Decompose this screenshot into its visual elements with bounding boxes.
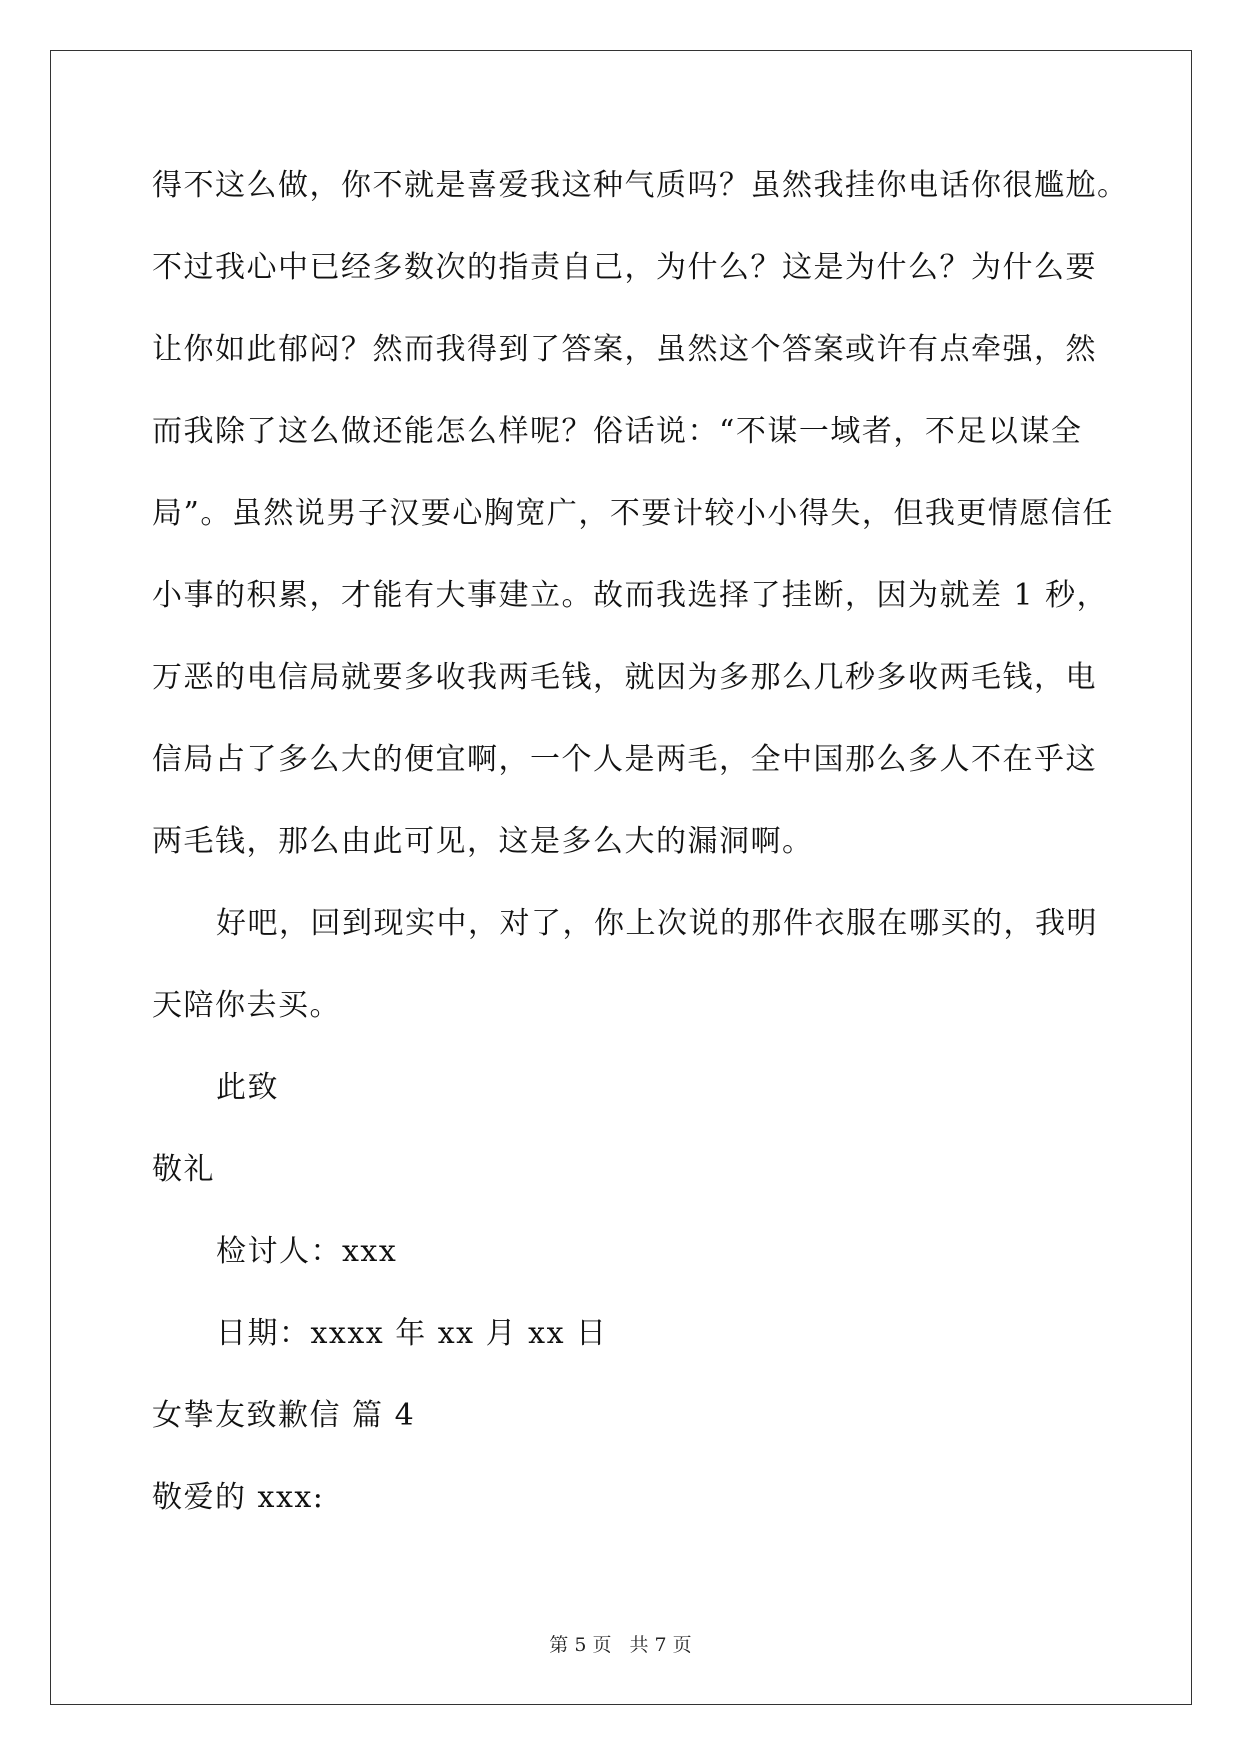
closing-salutation: 此致 (216, 1070, 279, 1105)
greeting: 敬爱的 xxx: (152, 1480, 325, 1515)
page-number: 第 5 页 (549, 1634, 612, 1656)
paragraph-line: 得不这么做，你不就是喜爱我这种气质吗？虽然我挂你电话你很尴尬。 (152, 168, 1129, 203)
paragraph-line: 万恶的电信局就要多收我两毛钱，就因为多那么几秒多收两毛钱，电 (152, 660, 1097, 695)
closing-regards: 敬礼 (152, 1152, 215, 1187)
page-footer (0, 1630, 1241, 1657)
page-total: 共 7 页 (629, 1634, 692, 1656)
signature-author: 检讨人：xxx (216, 1234, 398, 1269)
page-border (50, 50, 1192, 1705)
paragraph-line: 而我除了这么做还能怎么样呢？俗话说：“不谋一域者，不足以谋全 (152, 414, 1083, 449)
section-heading: 女挚友致歉信 篇 4 (152, 1398, 416, 1433)
paragraph-line: 让你如此郁闷？然而我得到了答案，虽然这个答案或许有点牵强，然 (152, 332, 1097, 367)
paragraph-line: 小事的积累，才能有大事建立。故而我选择了挂断，因为就差 1 秒， (152, 578, 1109, 613)
paragraph-line: 信局占了多么大的便宜啊，一个人是两毛，全中国那么多人不在乎这 (152, 742, 1097, 777)
paragraph-line: 两毛钱，那么由此可见，这是多么大的漏洞啊。 (152, 824, 814, 859)
paragraph-line: 好吧，回到现实中，对了，你上次说的那件衣服在哪买的，我明 (216, 906, 1098, 941)
paragraph-line: 天陪你去买。 (152, 988, 341, 1023)
signature-date: 日期：xxxx 年 xx 月 xx 日 (216, 1316, 608, 1351)
paragraph-line: 不过我心中已经多数次的指责自己，为什么？这是为什么？为什么要 (152, 250, 1097, 285)
paragraph-line: 局”。虽然说男子汉要心胸宽广，不要计较小小得失，但我更情愿信任 (152, 496, 1114, 531)
